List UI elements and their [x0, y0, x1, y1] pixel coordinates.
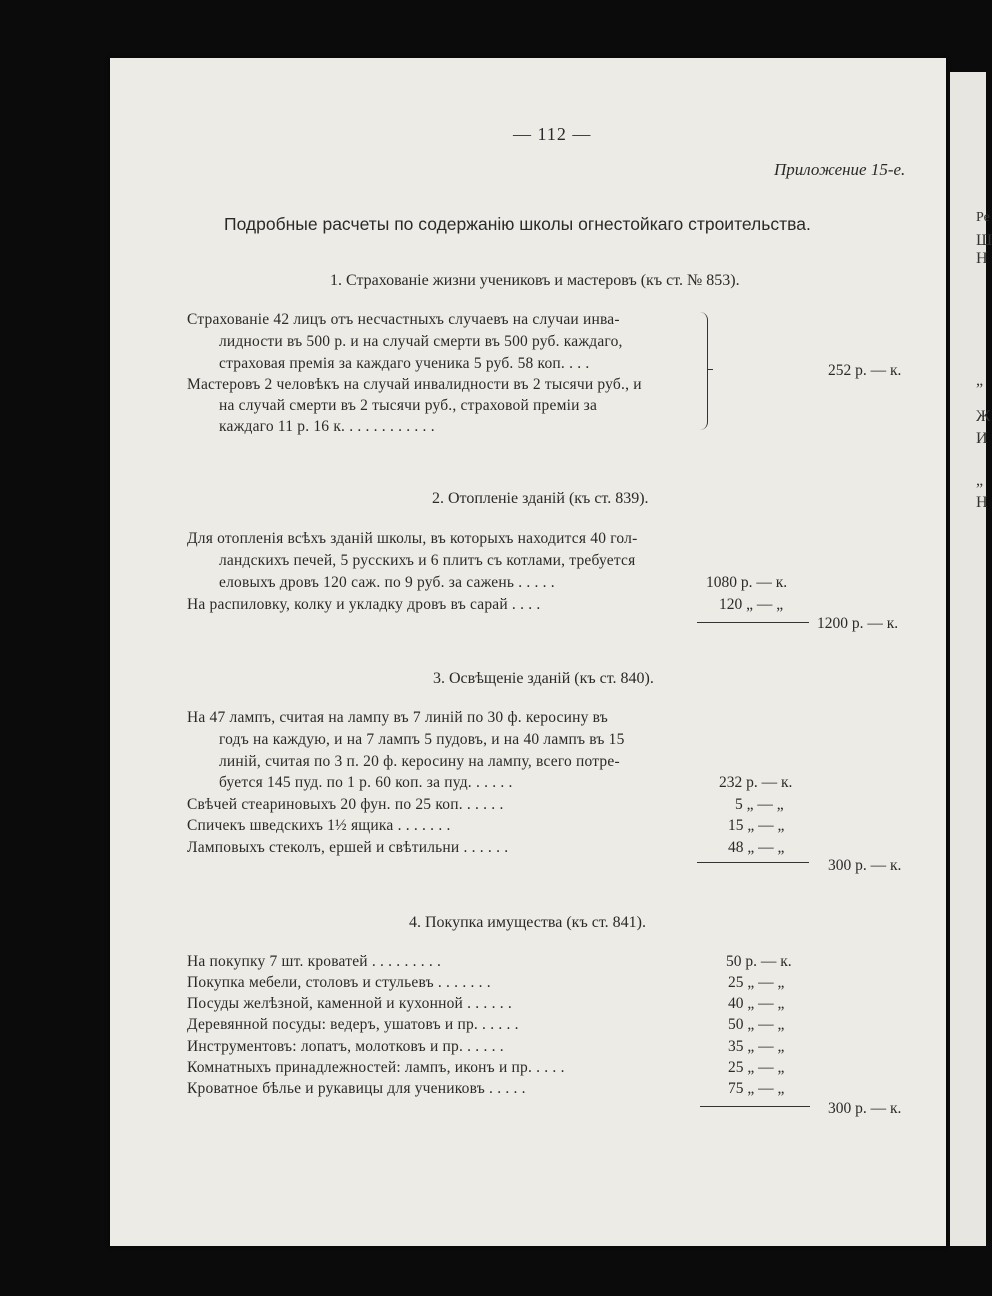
- amount: 75 „ — „: [728, 1080, 785, 1097]
- text-line: На 47 лампъ, считая на лампу въ 7 линій по 30 ф. керосину въ: [187, 709, 608, 726]
- section-heading: 4. Покупка имущества (къ ст. 841).: [409, 914, 646, 931]
- text-line: страховая премія за каждаго ученика 5 руб. 58 коп. . . .: [219, 355, 590, 372]
- text-line: Деревянной посуды: ведеръ, ушатовъ и пр. . . . . .: [187, 1016, 519, 1033]
- brace: [697, 312, 708, 430]
- text-line: ландскихъ печей, 5 русскихъ и 6 плитъ съ котлами, требуется: [219, 552, 636, 569]
- text-line: Мастеровъ 2 человѣкъ на случай инвалидности въ 2 тысячи руб., и: [187, 376, 642, 393]
- adjacent-text: „: [976, 372, 984, 389]
- amount: 15 „ — „: [728, 817, 785, 834]
- text-line: На покупку 7 шт. кроватей . . . . . . . . .: [187, 953, 442, 970]
- section-heading: 2. Отопленіе зданій (къ ст. 839).: [432, 490, 649, 507]
- text-line: Инструментовъ: лопатъ, молотковъ и пр. . . . . .: [187, 1038, 504, 1055]
- adjacent-text: Н: [976, 250, 988, 267]
- sum-rule: [697, 622, 809, 623]
- text-line: Покупка мебели, столовъ и стульевъ . . . . . . .: [187, 974, 491, 991]
- section-total: 1200 р. — к.: [817, 615, 899, 632]
- amount: 48 „ — „: [728, 839, 785, 856]
- text-line: на случай смерти въ 2 тысячи руб., страховой преміи за: [219, 397, 598, 414]
- amount: 50 „ — „: [728, 1016, 785, 1033]
- text-line: Комнатныхъ принадлежностей: лампъ, иконъ и пр. . . . .: [187, 1059, 565, 1076]
- text-line: Страхованіе 42 лицъ отъ несчастныхъ случаевъ на случаи инва-: [187, 311, 620, 328]
- amount: 232 р. — к.: [719, 774, 793, 791]
- section-heading: 1. Страхованіе жизни учениковъ и мастеровъ (къ ст. № 853).: [330, 272, 740, 289]
- sum-rule: [700, 1106, 810, 1107]
- adjacent-text: И: [976, 430, 988, 447]
- text-line: На распиловку, колку и укладку дровъ въ сарай . . . .: [187, 596, 541, 613]
- adjacent-text: „: [976, 472, 984, 489]
- text-line: Для отопленія всѣхъ зданій школы, въ которыхъ находится 40 гол-: [187, 530, 638, 547]
- text-line: еловыхъ дровъ 120 саж. по 9 руб. за сажень . . . . .: [219, 574, 555, 591]
- text-line: лидности въ 500 р. и на случай смерти въ 500 руб. каждаго,: [219, 333, 623, 350]
- adjacent-text: Ре: [976, 210, 990, 225]
- adjacent-text: Н: [976, 494, 988, 511]
- page-title: Подробные расчеты по содержанію школы огнестойкаго строительства.: [224, 214, 811, 234]
- amount: 35 „ — „: [728, 1038, 785, 1055]
- text-line: каждаго 11 р. 16 к. . . . . . . . . . . .: [219, 418, 435, 435]
- text-line: Спичекъ шведскихъ 1½ ящика . . . . . . .: [187, 817, 451, 834]
- amount: 1080 р. — к.: [706, 574, 788, 591]
- section-total: 252 р. — к.: [828, 362, 902, 379]
- adjacent-text: Ш: [976, 232, 992, 249]
- amount: 50 р. — к.: [726, 953, 792, 970]
- text-line: Кроватное бѣлье и рукавицы для учениковъ . . . . .: [187, 1080, 526, 1097]
- adjacent-text: Ж: [976, 408, 991, 425]
- page-number: — 112 —: [513, 124, 592, 144]
- amount: 40 „ — „: [728, 995, 785, 1012]
- appendix-label: Приложение 15-е.: [774, 160, 906, 179]
- text-line: буется 145 пуд. по 1 р. 60 коп. за пуд. . . . . .: [219, 774, 513, 791]
- brace-tip: [707, 369, 713, 370]
- text-line: годъ на каждую, и на 7 лампъ 5 пудовъ, и на 40 лампъ въ 15: [219, 731, 625, 748]
- amount: 120 „ — „: [719, 596, 784, 613]
- amount: 25 „ — „: [728, 974, 785, 991]
- text-line: Свѣчей стеариновыхъ 20 фун. по 25 коп. . . . . .: [187, 796, 504, 813]
- section-total: 300 р. — к.: [828, 857, 902, 874]
- section-heading: 3. Освѣщеніе зданій (къ ст. 840).: [433, 670, 654, 687]
- text-line: линій, считая по 3 п. 20 ф. керосину на лампу, всего потре-: [219, 753, 620, 770]
- text-line: Ламповыхъ стеколъ, ершей и свѣтильни . . . . . .: [187, 839, 509, 856]
- amount: 25 „ — „: [728, 1059, 785, 1076]
- sum-rule: [697, 862, 809, 863]
- amount: 5 „ — „: [735, 796, 784, 813]
- text-line: Посуды желѣзной, каменной и кухонной . . . . . .: [187, 995, 512, 1012]
- section-total: 300 р. — к.: [828, 1100, 902, 1117]
